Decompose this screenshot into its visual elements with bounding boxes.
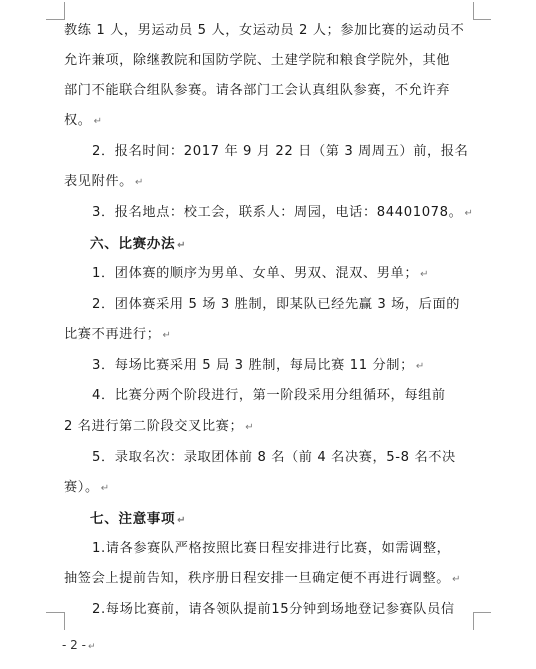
section-heading	[90, 510, 186, 530]
crop-mark-top-right-h	[473, 19, 491, 20]
paragraph-mark-icon: ↵	[134, 177, 144, 188]
line-text: 部门不能联合组队参赛。请各部门工会认真组队参赛，不允许弃	[64, 83, 451, 98]
text-line	[92, 449, 456, 467]
crop-mark-bottom-left	[64, 612, 65, 630]
line-text: 2 名进行第二阶段交叉比赛；	[64, 419, 244, 434]
line-text: 2．报名时间：2017 年 9 月 22 日（第 3 周周五）前，报名	[92, 144, 469, 159]
page-number: - 2 -	[62, 638, 86, 652]
paragraph-mark-icon: ↵	[245, 422, 254, 433]
line-text: 比赛不再进行；	[64, 327, 161, 342]
crop-mark-top-left	[64, 2, 65, 20]
text-line	[92, 143, 468, 161]
text-line	[92, 265, 429, 284]
line-text: 3．报名地点：校工会，联系人：周园，电话：84401078。	[92, 205, 463, 220]
text-line	[92, 357, 424, 376]
line-text: 3．每场比赛采用 5 局 3 胜制，每局比赛 11 分制；	[92, 358, 414, 373]
text-line	[64, 479, 109, 498]
line-text: 抽签会上提前告知，秩序册日程安排一旦确定便不再进行调整。	[64, 571, 451, 586]
paragraph-mark-icon: ↵	[162, 330, 171, 341]
paragraph-mark-icon: ↵	[93, 116, 102, 127]
paragraph-mark-icon: ↵	[87, 642, 96, 652]
crop-mark-bottom-left-h	[46, 612, 64, 613]
paragraph-mark-icon: ↵	[452, 574, 461, 585]
text-line	[64, 22, 464, 40]
text-line	[92, 540, 450, 558]
text-line	[64, 52, 450, 70]
line-text: 教练 1 人，男运动员 5 人，女运动员 2 人；参加比赛的运动员不	[64, 23, 465, 38]
line-text: 4．比赛分两个阶段进行，第一阶段采用分组循环，每组前	[92, 388, 446, 403]
paragraph-mark-icon: ↵	[177, 240, 186, 251]
text-line	[92, 204, 473, 223]
crop-mark-bottom-right-h	[473, 612, 491, 613]
line-text: 2.每场比赛前，请各领队提前15分钟到场地登记参赛队员信	[92, 602, 455, 617]
paragraph-mark-icon: ↵	[415, 361, 425, 372]
line-text: 六、比赛办法	[90, 236, 176, 252]
paragraph-mark-icon: ↵	[420, 269, 429, 280]
line-text: 允许兼项，除继教院和国防学院、土建学院和粮食学院外，其他	[64, 53, 451, 68]
line-text: 赛）。	[64, 480, 99, 495]
line-text: 1.请各参赛队严格按照比赛日程安排进行比赛，如需调整，	[92, 541, 451, 556]
text-line	[64, 112, 102, 131]
paragraph-mark-icon: ↵	[464, 208, 473, 219]
section-heading	[90, 235, 186, 255]
text-line	[92, 601, 455, 619]
text-line	[64, 326, 171, 345]
line-text: 七、注意事项	[90, 511, 176, 527]
crop-mark-top-right	[473, 2, 474, 20]
text-line	[64, 173, 143, 192]
text-line	[64, 418, 254, 437]
line-text: 2．团体赛采用 5 场 3 胜制，即某队已经先赢 3 场，后面的	[92, 297, 461, 312]
text-line	[92, 387, 446, 405]
line-text: 表见附件。	[64, 174, 133, 189]
paragraph-mark-icon: ↵	[177, 515, 186, 526]
paragraph-mark-icon: ↵	[100, 483, 110, 494]
line-text: 1．团体赛的顺序为男单、女单、男双、混双、男单；	[92, 266, 419, 281]
line-text: 5．录取名次：录取团体前 8 名（前 4 名决赛，5-8 名不决	[92, 450, 456, 465]
text-line	[64, 570, 460, 589]
text-line	[92, 296, 460, 314]
text-line	[64, 82, 450, 100]
crop-mark-top-left-h	[46, 19, 64, 20]
line-text: 权。	[64, 113, 92, 128]
page-footer	[62, 638, 95, 652]
crop-mark-bottom-right	[473, 612, 474, 630]
